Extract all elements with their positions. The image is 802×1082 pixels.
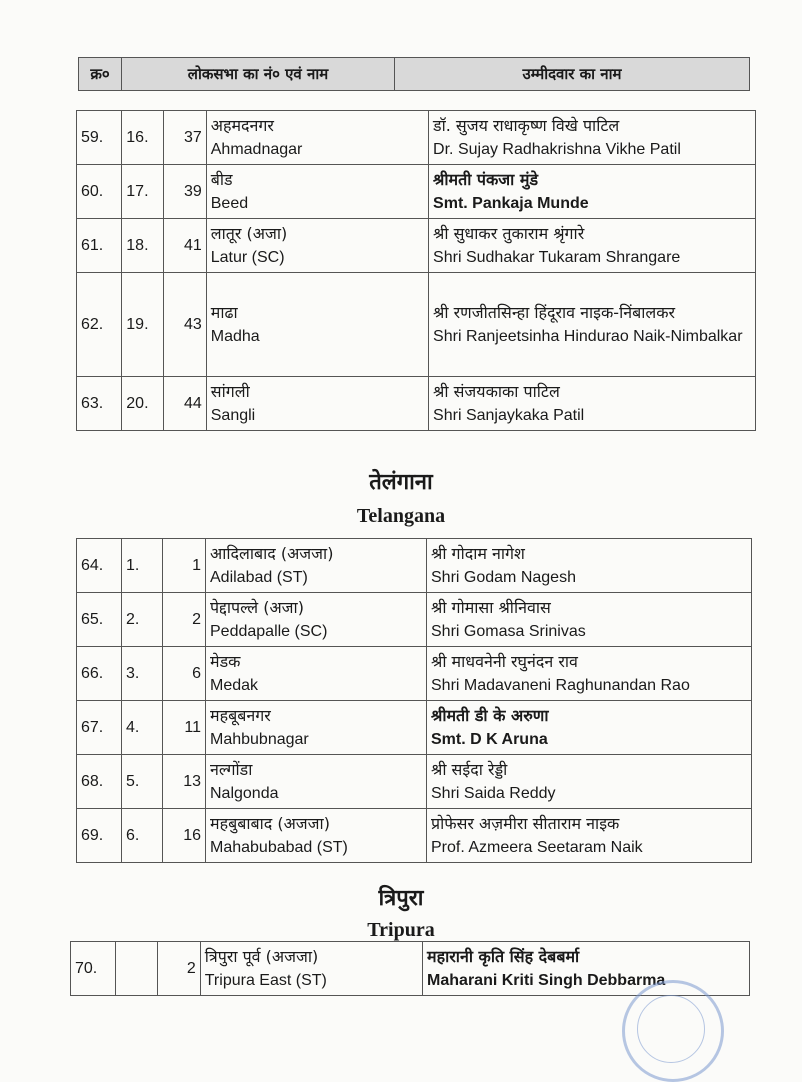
pc-number-pc: 16 xyxy=(183,826,201,844)
state-serial xyxy=(116,942,157,996)
serial-number-sn: 60. xyxy=(81,182,104,200)
serial-number xyxy=(71,942,116,996)
table-header xyxy=(78,57,750,91)
constituency-name-name-hi: सांगली xyxy=(210,381,250,401)
table-row xyxy=(77,219,756,273)
table-row xyxy=(77,755,752,809)
candidate-name xyxy=(427,701,752,755)
telangana-title-hindi: तेलंगाना xyxy=(369,470,433,495)
serial-number xyxy=(77,593,122,647)
state-serial xyxy=(122,377,163,431)
candidate-name-cand-en: Shri Godam Nagesh xyxy=(431,568,576,586)
state-serial xyxy=(122,809,163,863)
state-serial xyxy=(122,539,163,593)
candidate-name-cand-en: Shri Saida Reddy xyxy=(431,784,556,802)
state-serial-state-sn: 5. xyxy=(126,772,140,790)
serial-number-sn: 68. xyxy=(81,772,104,790)
candidate-name xyxy=(427,755,752,809)
candidate-name-cand-hi: श्री सईदा रेड्डी xyxy=(431,759,508,779)
header-candidate: उम्मीदवार का नाम xyxy=(522,65,622,83)
candidate-name-cand-hi: श्री सुधाकर तुकाराम श्रृंगारे xyxy=(433,223,585,243)
candidate-name-cand-en: Prof. Azmeera Seetaram Naik xyxy=(431,838,643,856)
constituency-name xyxy=(206,593,427,647)
serial-number-sn: 65. xyxy=(81,610,104,628)
serial-number xyxy=(77,219,122,273)
state-serial-state-sn: 19. xyxy=(126,315,149,333)
candidate-name-cand-hi: महारानी कृति सिंह देबबर्मा xyxy=(427,946,580,966)
constituency-name-name-en: Tripura East (ST) xyxy=(204,971,327,989)
constituency-name-name-en: Madha xyxy=(210,327,260,345)
pc-number xyxy=(163,647,206,701)
constituency-name-name-hi: आदिलाबाद (अजजा) xyxy=(210,543,334,563)
state-serial xyxy=(122,647,163,701)
table-row xyxy=(77,539,752,593)
state-serial xyxy=(122,219,163,273)
state-serial xyxy=(122,273,163,377)
candidate-name-cand-en: Shri Sanjaykaka Patil xyxy=(433,406,585,424)
constituency-name xyxy=(206,165,428,219)
serial-number-sn: 62. xyxy=(81,315,104,333)
constituency-name xyxy=(206,111,428,165)
constituency-name xyxy=(206,701,427,755)
pc-number xyxy=(163,593,206,647)
pc-number-pc: 39 xyxy=(183,182,202,200)
pc-number xyxy=(163,377,206,431)
constituency-name-name-en: Mahabubabad (ST) xyxy=(210,838,348,856)
constituency-name-name-en: Mahbubnagar xyxy=(210,730,309,748)
pc-number-pc: 37 xyxy=(183,128,202,146)
candidate-name-cand-hi: श्री गोमासा श्रीनिवास xyxy=(431,597,551,617)
table-row xyxy=(77,647,752,701)
header-serial: क्र० xyxy=(79,58,122,90)
serial-number-sn: 63. xyxy=(81,394,104,412)
pc-number-pc: 43 xyxy=(183,315,202,333)
pc-number xyxy=(163,273,206,377)
pc-number xyxy=(163,219,206,273)
candidate-name xyxy=(429,377,756,431)
candidate-name-cand-hi: श्रीमती डी के अरुणा xyxy=(431,705,549,725)
serial-number xyxy=(77,165,122,219)
table-row xyxy=(77,377,756,431)
state-serial-state-sn: 16. xyxy=(126,128,149,146)
serial-number xyxy=(77,539,122,593)
constituency-name-name-hi: नल्गोंडा xyxy=(210,759,253,779)
table-row xyxy=(77,701,752,755)
state-serial xyxy=(122,701,163,755)
constituency-name-name-en: Sangli xyxy=(210,406,256,424)
state-serial-state-sn: 3. xyxy=(126,664,140,682)
constituency-name-name-hi: मेडक xyxy=(210,651,241,671)
serial-number xyxy=(77,111,122,165)
candidate-name-cand-en: Shri Madavaneni Raghunandan Rao xyxy=(431,676,690,694)
serial-number-sn: 67. xyxy=(81,718,104,736)
constituency-name-name-hi: महबुबाबाद (अजजा) xyxy=(210,813,330,833)
table-row xyxy=(77,593,752,647)
state-serial xyxy=(122,111,163,165)
constituency-name-name-en: Medak xyxy=(210,676,259,694)
pc-number xyxy=(163,165,206,219)
candidate-name xyxy=(427,647,752,701)
pc-number xyxy=(163,701,206,755)
serial-number xyxy=(77,377,122,431)
pc-number-pc: 1 xyxy=(192,556,201,574)
pc-number-pc: 44 xyxy=(183,394,202,412)
constituency-name-name-hi: अहमदनगर xyxy=(210,115,274,135)
constituency-name-name-en: Nalgonda xyxy=(210,784,279,802)
pc-number-pc: 11 xyxy=(184,718,201,736)
serial-number-sn: 69. xyxy=(81,826,104,844)
serial-number-sn: 61. xyxy=(81,236,104,254)
candidate-name xyxy=(427,539,752,593)
constituency-name-name-hi: लातूर (अजा) xyxy=(210,223,288,243)
pc-number-pc: 41 xyxy=(183,236,202,254)
maharashtra-table xyxy=(76,110,756,431)
candidate-name xyxy=(429,219,756,273)
constituency-name-name-en: Beed xyxy=(210,194,249,212)
candidate-name xyxy=(427,593,752,647)
telangana-title-english: Telangana xyxy=(356,505,446,527)
constituency-name-name-hi: माढा xyxy=(210,302,238,322)
constituency-name xyxy=(206,273,428,377)
serial-number xyxy=(77,273,122,377)
state-serial xyxy=(122,593,163,647)
pc-number xyxy=(163,539,206,593)
table-row xyxy=(77,809,752,863)
pc-number xyxy=(163,111,206,165)
candidate-name-cand-en: Shri Sudhakar Tukaram Shrangare xyxy=(433,248,681,266)
candidate-name-cand-en: Maharani Kriti Singh Debbarma xyxy=(427,971,666,989)
candidate-name xyxy=(429,273,756,377)
state-serial-state-sn: 4. xyxy=(126,718,140,736)
constituency-name xyxy=(206,647,427,701)
pc-number-pc: 2 xyxy=(186,959,196,977)
constituency-name-name-en: Latur (SC) xyxy=(210,248,285,266)
serial-number-sn: 64. xyxy=(81,556,104,574)
state-serial xyxy=(122,755,163,809)
state-serial-state-sn: 6. xyxy=(126,826,140,844)
pc-number xyxy=(163,755,206,809)
serial-number xyxy=(77,647,122,701)
state-serial-state-sn: 1. xyxy=(126,556,140,574)
candidate-name-cand-en: Shri Gomasa Srinivas xyxy=(431,622,586,640)
candidate-name-cand-en: Dr. Sujay Radhakrishna Vikhe Patil xyxy=(433,140,681,158)
telangana-table xyxy=(76,538,752,863)
pc-number-pc: 2 xyxy=(192,610,201,628)
constituency-name-name-hi: बीड xyxy=(210,169,233,189)
candidate-name-cand-hi: श्री रणजीतसिन्हा हिंदूराव नाइक-निंबालकर xyxy=(433,302,676,322)
state-serial-state-sn: 17. xyxy=(126,182,149,200)
constituency-name xyxy=(206,377,428,431)
constituency-name-name-hi: महबूबनगर xyxy=(210,705,271,725)
constituency-name xyxy=(206,219,428,273)
candidate-name-cand-en: Smt. Pankaja Munde xyxy=(433,194,589,212)
candidate-name-cand-en: Smt. D K Aruna xyxy=(431,730,548,748)
state-serial-state-sn: 2. xyxy=(126,610,140,628)
pc-number xyxy=(163,809,206,863)
tripura-title-english: Tripura xyxy=(367,919,435,941)
candidate-name-cand-en: Shri Ranjeetsinha Hindurao Naik-Nimbalkar xyxy=(433,327,743,345)
serial-number-sn: 59. xyxy=(81,128,104,146)
serial-number-sn: 66. xyxy=(81,664,104,682)
pc-number xyxy=(157,942,200,996)
constituency-name-name-hi: पेद्दापल्ले (अजा) xyxy=(210,597,304,617)
serial-number xyxy=(77,701,122,755)
candidate-name-cand-hi: डॉ. सुजय राधाकृष्ण विखे पाटिल xyxy=(433,115,620,135)
constituency-name xyxy=(206,755,427,809)
serial-number xyxy=(77,755,122,809)
table-row xyxy=(77,273,756,377)
state-serial-state-sn: 20. xyxy=(126,394,149,412)
serial-number xyxy=(77,809,122,863)
table-row xyxy=(77,165,756,219)
candidate-name-cand-hi: श्री गोदाम नागेश xyxy=(431,543,525,563)
candidate-name-cand-hi: श्री संजयकाका पाटिल xyxy=(433,381,560,401)
constituency-name xyxy=(206,539,427,593)
constituency-name-name-en: Peddapalle (SC) xyxy=(210,622,328,640)
candidate-name xyxy=(429,111,756,165)
tripura-title-hindi: त्रिपुरा xyxy=(378,886,424,911)
constituency-name-name-hi: त्रिपुरा पूर्व (अजजा) xyxy=(204,946,319,966)
constituency-name-name-en: Adilabad (ST) xyxy=(210,568,308,586)
serial-number-sn: 70. xyxy=(75,959,98,977)
state-serial xyxy=(122,165,163,219)
candidate-name-cand-hi: श्रीमती पंकजा मुंडे xyxy=(433,169,539,189)
candidate-name xyxy=(427,809,752,863)
table-row xyxy=(77,111,756,165)
pc-number-pc: 6 xyxy=(192,664,201,682)
header-constituency: लोकसभा का नं० एवं नाम xyxy=(122,58,395,90)
office-seal xyxy=(622,980,724,1082)
constituency-name xyxy=(206,809,427,863)
pc-number-pc: 13 xyxy=(183,772,201,790)
candidate-name-cand-hi: प्रोफेसर अज़मीरा सीताराम नाइक xyxy=(431,813,620,833)
constituency-name-name-en: Ahmadnagar xyxy=(210,140,303,158)
candidate-name-cand-hi: श्री माधवनेनी रघुनंदन राव xyxy=(431,651,578,671)
candidate-name xyxy=(429,165,756,219)
state-serial-state-sn: 18. xyxy=(126,236,149,254)
constituency-name xyxy=(200,942,422,996)
